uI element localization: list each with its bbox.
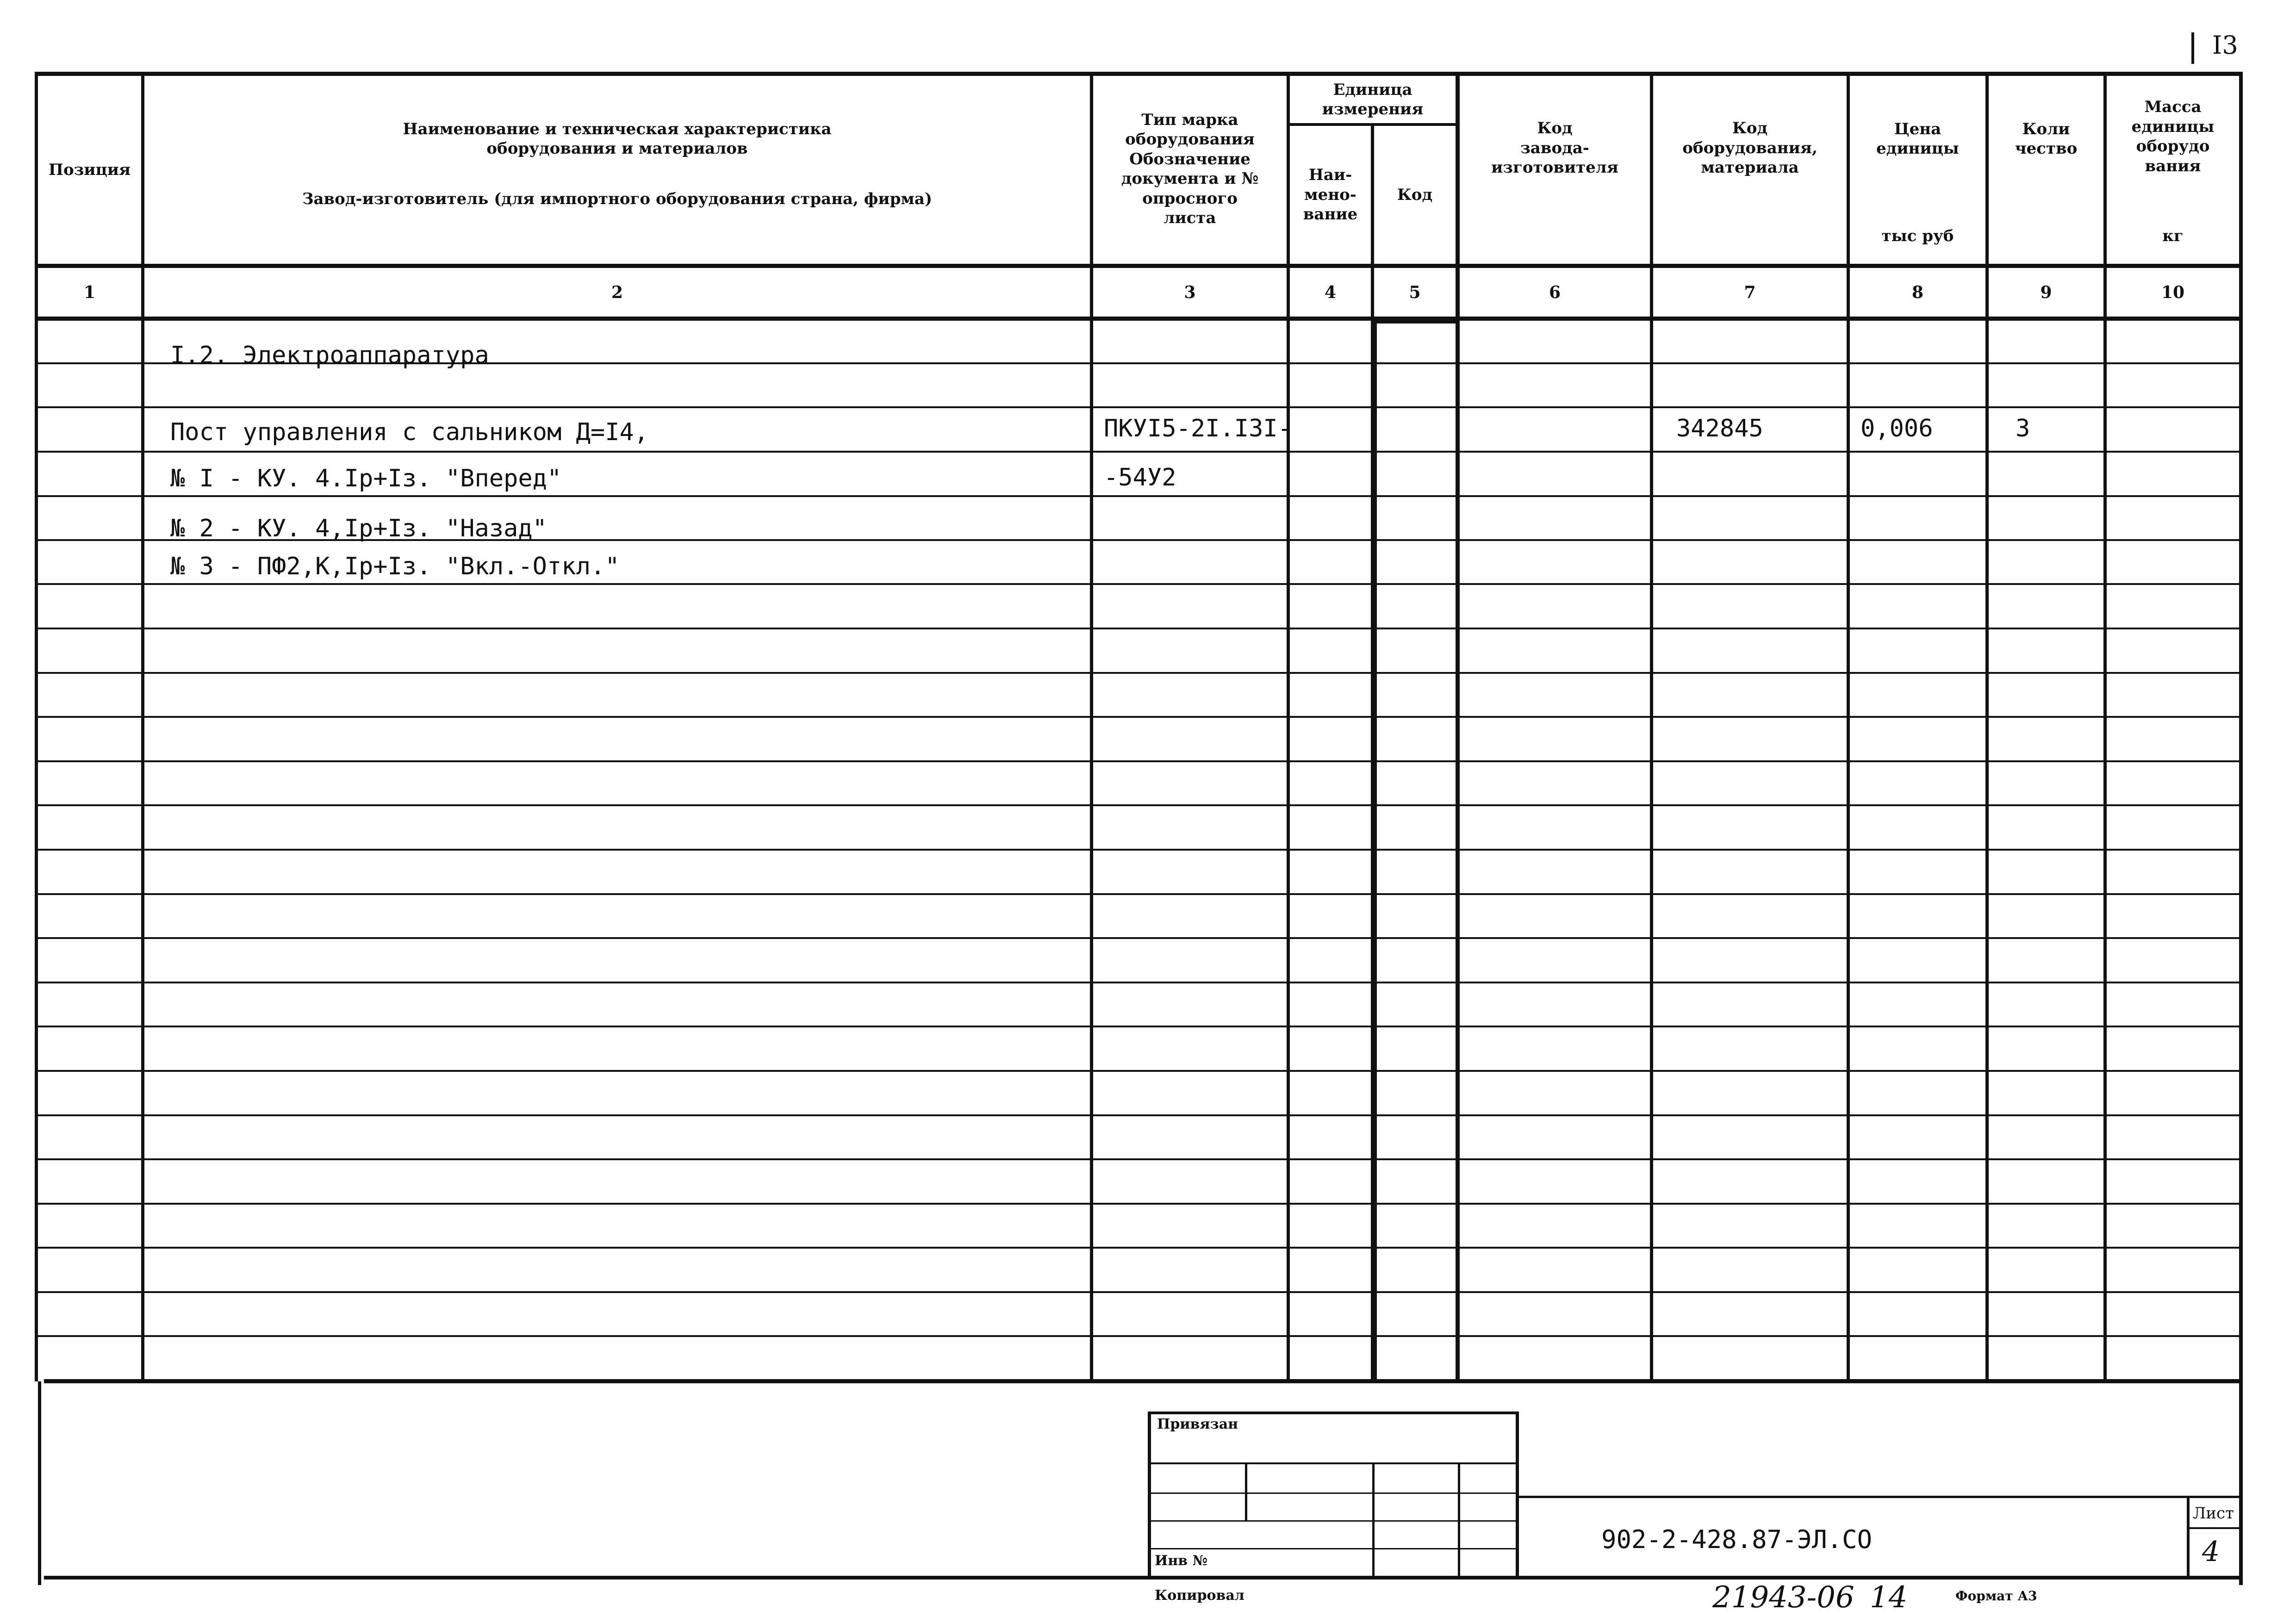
stamp-left <box>1148 1412 1151 1578</box>
row-line <box>35 406 2242 408</box>
colnum-10: 10 <box>2161 282 2185 302</box>
handwritten-14: 14 <box>1870 1580 1908 1615</box>
header-unit-group: Единица измерения <box>1322 80 1424 118</box>
col-divider-1 <box>35 72 38 1381</box>
header-price: Цена единицы <box>1876 119 1959 158</box>
header-unit-name: Наи- мено- вание <box>1303 166 1358 224</box>
item-code: 342845 <box>1676 415 1763 442</box>
sheet-label-line <box>2190 1527 2240 1529</box>
sheet-label: Лист <box>2193 1504 2234 1523</box>
header-name-line2: Завод-изготовитель (для импортного оборудования страна, фирма) <box>302 189 933 208</box>
stamp-top <box>1148 1412 1518 1414</box>
stamp-row <box>1148 1520 1518 1522</box>
header-name-line1: Наименование и техническая характеристика оборудования и материалов <box>403 119 832 158</box>
doc-block-top <box>1519 1496 2241 1498</box>
section-title: I.2. Электроаппаратура <box>170 342 489 369</box>
item-type-2: -54У2 <box>1104 464 1176 491</box>
stamp-right <box>1516 1412 1519 1578</box>
row-line <box>35 1247 2242 1249</box>
row-line <box>35 1335 2242 1337</box>
row-line <box>35 804 2242 806</box>
header-price-unit: тыс руб <box>1881 226 1954 245</box>
header-factory-code: Код завода- изготовителя <box>1491 119 1618 177</box>
col-divider-7 <box>1650 72 1653 1381</box>
col-divider-10 <box>2103 72 2107 1381</box>
row-line <box>35 849 2242 851</box>
sheet-number: 4 <box>2202 1536 2220 1568</box>
col-divider-3 <box>1090 72 1093 1381</box>
row-line <box>35 1114 2242 1116</box>
header-quantity: Коли чество <box>2015 119 2078 158</box>
handwritten-number: 21943-06 <box>1712 1580 1854 1615</box>
stamp-row <box>1148 1462 1518 1464</box>
item-price: 0,006 <box>1860 415 1933 442</box>
colnum-5: 5 <box>1409 282 1421 302</box>
colnum-2: 2 <box>611 282 623 302</box>
row-line <box>35 760 2242 762</box>
item-line-2: № I - КУ. 4.Iр+Iз. "Вперед" <box>170 465 562 492</box>
colnum-4: 4 <box>1324 282 1337 302</box>
stamp-col <box>1372 1462 1375 1578</box>
item-type-1: ПКУI5-2I.I3I- <box>1104 415 1292 442</box>
stamp-row <box>1148 1492 1518 1494</box>
header-mass: Масса единицы оборудо вания <box>2131 98 2215 175</box>
item-line-4: № 3 - ПФ2,К,Iр+Iз. "Вкл.-Откл." <box>170 553 620 580</box>
row-line <box>35 1203 2242 1205</box>
document-code: 902-2-428.87-ЭЛ.СО <box>1601 1525 1873 1554</box>
table-top-border <box>35 72 2242 76</box>
stamp-inv-no: Инв № <box>1155 1553 1208 1569</box>
row-line <box>35 1158 2242 1160</box>
table-bottom-border <box>44 1379 2242 1383</box>
page-number-mark <box>2191 32 2194 64</box>
format-label: Формат А3 <box>1955 1588 2037 1604</box>
col-divider-4 <box>1287 72 1290 1381</box>
item-line-3: № 2 - КУ. 4,Iр+Iз. "Назад" <box>170 515 547 542</box>
header-unit-code: Код <box>1397 185 1433 204</box>
col-divider-2 <box>141 72 144 1381</box>
header-equipment-code: Код оборудования, материала <box>1682 119 1817 177</box>
table-right-border <box>2239 72 2243 1585</box>
colnum-1: 1 <box>83 282 96 302</box>
row-line <box>35 893 2242 895</box>
header-position: Позиция <box>48 160 131 179</box>
row-line <box>35 628 2242 629</box>
row-line <box>35 1291 2242 1293</box>
stamp-col <box>1458 1462 1460 1578</box>
row-line <box>35 982 2242 983</box>
col-divider-6 <box>1456 72 1460 1381</box>
page-number: I3 <box>2212 31 2238 60</box>
row-line <box>35 451 2242 453</box>
row-line <box>35 1026 2242 1027</box>
stamp-privyazan: Привязан <box>1157 1416 1238 1432</box>
row-line <box>35 583 2242 585</box>
header-bottom-border <box>35 264 2242 268</box>
colnum-bottom-border <box>35 317 2242 321</box>
colnum-9: 9 <box>2040 282 2052 302</box>
frame-left <box>38 1381 41 1585</box>
item-quantity: 3 <box>2016 415 2030 442</box>
col5-top-thick <box>1373 319 1460 323</box>
col-divider-8 <box>1847 72 1850 1381</box>
frame-bottom <box>44 1576 2242 1579</box>
row-line <box>35 672 2242 674</box>
sheet-divider <box>2187 1496 2190 1579</box>
kopiroval-label: Копировал <box>1155 1587 1244 1604</box>
colnum-7: 7 <box>1744 282 1756 302</box>
stamp-row <box>1148 1548 1518 1549</box>
row-line <box>35 716 2242 718</box>
row-line <box>35 937 2242 939</box>
item-name: Пост управления с сальником Д=I4, <box>170 418 649 446</box>
stamp-col <box>1245 1462 1247 1520</box>
colnum-6: 6 <box>1549 282 1561 302</box>
row-line <box>35 1070 2242 1072</box>
row-line <box>35 495 2242 497</box>
header-mass-unit: кг <box>2162 226 2184 245</box>
header-type: Тип марка оборудования Обозначение документа и № опросного листа <box>1121 110 1259 227</box>
col-divider-9 <box>1985 72 1989 1381</box>
colnum-3: 3 <box>1184 282 1196 302</box>
colnum-8: 8 <box>1911 282 1924 302</box>
